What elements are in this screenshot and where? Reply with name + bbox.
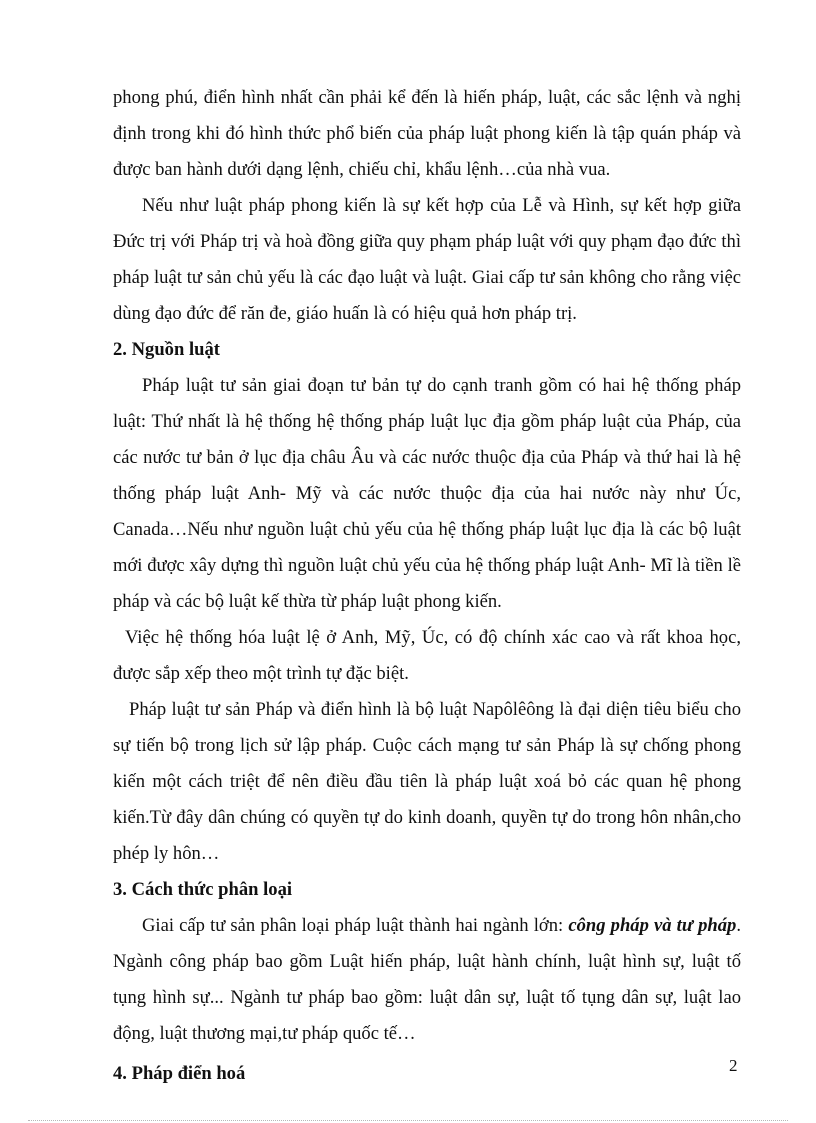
- paragraph-feudal-vs-bourgeois-law: Nếu như luật pháp phong kiến là sự kết hợp của Lễ và Hình, sự kết hợp giữa Đức trị với Pháp trị và hoà đồng giữa quy phạm pháp luật với quy phạm đạo đức thì pháp luật tư sản chủ yếu là các đạo luật và luật. Giai cấp tư sản không cho rằng việc dùng đạo đức để răn đe, giáo huấn là có hiệu quả hơn pháp trị.: [113, 195, 741, 324]
- paragraph-codification-england: Việc hệ thống hóa luật lệ ở Anh, Mỹ, Úc, có độ chính xác cao và rất khoa học, được sắp xếp theo một trình tự đặc biệt.: [113, 627, 741, 684]
- heading-classification: 3. Cách thức phân loại: [113, 879, 293, 900]
- heading-sources-of-law: 2. Nguồn luật: [113, 339, 220, 360]
- classification-emphasis: công pháp và tư pháp: [568, 915, 737, 936]
- page-number: 2: [729, 1056, 738, 1075]
- heading-codification: 4. Pháp điển hoá: [113, 1063, 246, 1084]
- paragraph-legal-forms: phong phú, điển hình nhất cần phải kể đến là hiến pháp, luật, các sắc lệnh và nghị định trong khi đó hình thức phổ biến của pháp luật phong kiến là tập quán pháp và được ban hành dưới dạng lệnh, chiếu chỉ, khẩu lệnh…của nhà vua.: [113, 87, 741, 180]
- paragraph-legal-systems: Pháp luật tư sản giai đoạn tư bản tự do cạnh tranh gồm có hai hệ thống pháp luật: Thứ nhất là hệ thống hệ thống pháp luật lục địa gồm pháp luật của Pháp, của các nước tư bản ở lục địa châu Âu và các nước thuộc địa của Pháp và thứ hai là hệ thống pháp luật Anh- Mỹ và các nước thuộc địa của hai nước này như Úc, Canada…Nếu như nguồn luật chủ yếu của hệ thống pháp luật lục địa là các bộ luật mới được xây dựng thì nguồn luật chủ yếu của hệ thống pháp luật Anh- Mĩ là tiền lề pháp và các bộ luật kế thừa từ pháp luật phong kiến.: [113, 375, 741, 612]
- paragraph-classification: [113, 908, 741, 1052]
- classification-detail: . Ngành công pháp bao gồm Luật hiến pháp, luật hành chính, luật hình sự, luật tố tụng hình sự... Ngành tư pháp bao gồm: luật dân sự, luật tố tụng dân sự, luật lao động, luật thương mại,tư pháp quốc tế…: [113, 915, 741, 1044]
- classification-intro: Giai cấp tư sản phân loại pháp luật thành hai ngành lớn:: [142, 915, 569, 936]
- page-break-divider: [28, 1120, 788, 1121]
- paragraph-napoleon-code: Pháp luật tư sản Pháp và điển hình là bộ luật Napôlêông là đại diện tiêu biểu cho sự tiến bộ trong lịch sử lập pháp. Cuộc cách mạng tư sản Pháp là sự chống phong kiến một cách triệt để nên điều đầu tiên là pháp luật xoá bỏ các quan hệ phong kiến.Từ đây dân chúng có quyền tự do kinh doanh, quyền tự do trong hôn nhân,cho phép ly hôn…: [113, 699, 741, 864]
- page-body: [113, 80, 741, 1092]
